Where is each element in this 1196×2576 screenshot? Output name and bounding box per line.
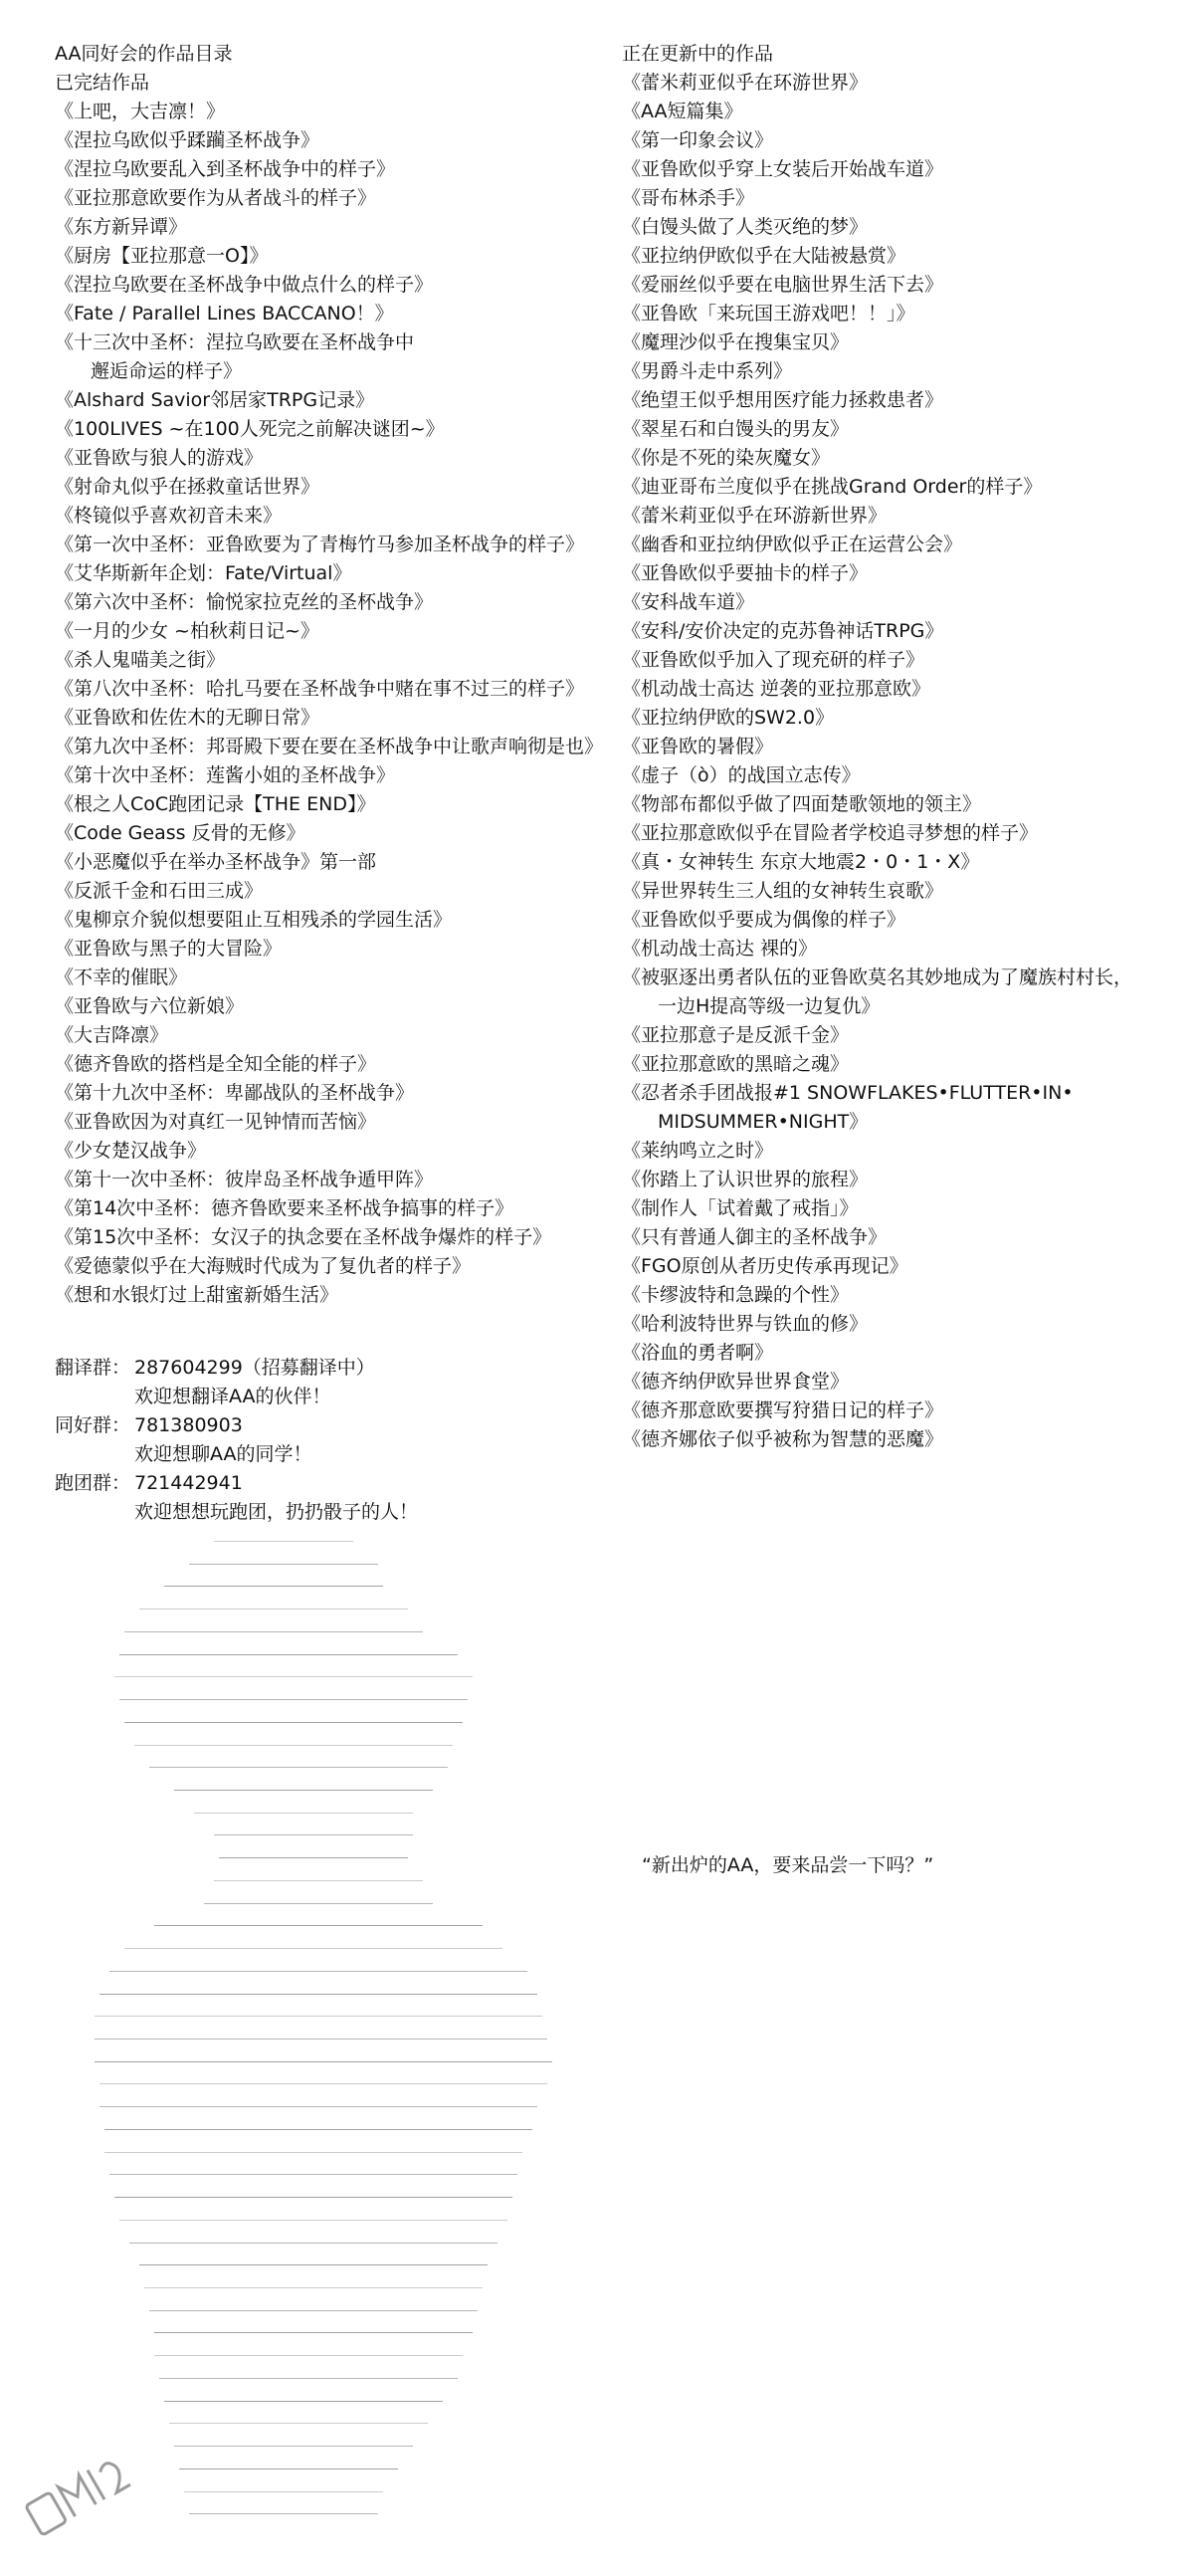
ascii-art-stroke (134, 1745, 453, 1746)
right-work-item: MIDSUMMER•NIGHT》 (658, 1111, 869, 1133)
ascii-art-stroke (154, 2355, 463, 2356)
left-column (55, 40, 612, 1310)
right-work-item: 《第一印象会议》 (622, 129, 774, 151)
left-work-item: 《第十一次中圣杯：彼岸岛圣杯战争遁甲阵》 (55, 1169, 434, 1190)
ongoing-section-title: 正在更新中的作品 (622, 43, 774, 65)
right-work-item: 《亚鲁欧似乎穿上女装后开始战车道》 (622, 158, 944, 180)
left-work-item: 《亚鲁欧与六位新娘》 (55, 995, 245, 1017)
right-work-item: 《男爵斗走中系列》 (622, 360, 793, 382)
right-work-item: 《德齐娜依子似乎被称为智慧的恶魔》 (622, 1428, 944, 1450)
left-work-item: 《亚鲁欧与黑子的大冒险》 (55, 938, 283, 960)
right-work-item: 《德齐那意欧要撰写狩猎日记的样子》 (622, 1399, 944, 1421)
ascii-art-stroke (124, 1948, 502, 1949)
left-work-item: 《艾华斯新年企划：Fate/Virtual》 (55, 562, 352, 584)
translation-group (55, 1354, 612, 1383)
ascii-art-stroke (100, 2106, 537, 2107)
right-work-item: 《魔理沙似乎在搜集宝贝》 (622, 331, 850, 353)
right-work-item: 《亚鲁欧似乎要抽卡的样子》 (622, 562, 869, 584)
ascii-art-illustration (95, 1541, 632, 2541)
left-work-item: 《亚鲁欧与狼人的游戏》 (55, 447, 264, 469)
left-work-item: 《第八次中圣杯：哈扎马要在圣杯战争中赌在事不过三的样子》 (55, 678, 585, 700)
right-work-item: 《迪亚哥布兰度似乎在挑战Grand Order的样子》 (622, 476, 1043, 498)
right-work-item: 《机动战士高达 逆袭的亚拉那意欧》 (622, 678, 931, 700)
ascii-art-stroke (154, 2332, 473, 2333)
ascii-art-stroke (184, 2491, 383, 2492)
right-work-item: 《制作人「试着戴了戒指」》 (622, 1197, 859, 1219)
right-work-item: 《爱丽丝似乎要在电脑世界生活下去》 (622, 274, 944, 296)
right-work-item: 《物部布都似乎做了四面楚歌领地的领主》 (622, 793, 982, 815)
left-work-item: 《想和水银灯过上甜蜜新婚生活》 (55, 1284, 339, 1306)
ascii-art-stroke (95, 2016, 542, 2017)
site-watermark-logo (12, 2429, 161, 2558)
right-work-item: 《莱纳鸣立之时》 (622, 1140, 774, 1162)
right-work-item: 《你是不死的染灰魔女》 (622, 447, 831, 469)
ascii-art-stroke (95, 2061, 552, 2062)
ascii-art-stroke (219, 1857, 408, 1858)
right-work-item: 《只有普通人御主的圣杯战争》 (622, 1226, 888, 1248)
ascii-art-stroke (104, 2152, 522, 2153)
left-work-item: 《反派千金和石田三成》 (55, 880, 264, 902)
right-work-item: 《亚拉那意欧似乎在冒险者学校追寻梦想的样子》 (622, 822, 1039, 844)
left-work-item: 《上吧，大吉凛！》 (55, 101, 226, 122)
right-work-item: 《安科/安价决定的克苏鲁神话TRPG》 (622, 620, 944, 642)
left-work-item: 《杀人鬼喵美之街》 (55, 649, 226, 671)
left-work-item: 《射命丸似乎在拯救童话世界》 (55, 476, 320, 498)
ascii-art-stroke (119, 1699, 468, 1700)
left-work-item: 《亚鲁欧因为对真红一见钟情而苦恼》 (55, 1111, 377, 1133)
right-work-item: 《亚拉那意子是反派千金》 (622, 1024, 850, 1046)
right-work-item: 《AA短篇集》 (622, 101, 743, 122)
left-work-item: 邂逅命运的样子》 (91, 360, 243, 382)
left-work-item: 《第十次中圣杯：莲酱小姐的圣杯战争》 (55, 764, 396, 786)
left-work-item: 《根之人CoC跑团记录【THE END】》 (55, 793, 376, 815)
left-work-item: 《厨房【亚拉那意一O】》 (55, 245, 269, 267)
tabletop-group (55, 1469, 612, 1498)
right-work-item: 《亚拉纳伊欧的SW2.0》 (622, 707, 835, 729)
fan-group-number: 781380903 (134, 1414, 243, 1436)
right-work-item: 《被驱逐出勇者队伍的亚鲁欧莫名其妙地成为了魔族村村长， (622, 966, 1133, 988)
left-work-item: 《第六次中圣杯：愉悦家拉克丝的圣杯战争》 (55, 591, 434, 613)
right-work-item: 《幽香和亚拉纳伊欧似乎正在运营公会》 (622, 534, 963, 555)
fan-group (55, 1411, 612, 1440)
translation-group-note: 欢迎想翻译AA的伙伴！ (134, 1386, 331, 1407)
ascii-art-stroke (189, 1564, 378, 1565)
right-work-item: 《忍者杀手团战报#1 SNOWFLAKES•FLUTTER•IN• (622, 1082, 1074, 1104)
left-work-item: 《鬼柳京介貌似想要阻止互相残杀的学园生活》 (55, 909, 453, 931)
right-work-item: 《蕾米莉亚似乎在环游世界》 (622, 72, 869, 94)
left-work-item: 《少女楚汉战争》 (55, 1140, 207, 1162)
fan-group-note: 欢迎想聊AA的同学！ (134, 1443, 312, 1465)
art-quote: “新出炉的AA，要来品尝一下吗？” (642, 1854, 934, 1876)
ascii-art-stroke (174, 2446, 413, 2447)
right-work-item: 《哥布林杀手》 (622, 187, 755, 209)
ascii-art-stroke (214, 1880, 423, 1881)
completed-section-title: 已完结作品 (55, 72, 150, 94)
left-work-item: 《德齐鲁欧的搭档是全知全能的样子》 (55, 1053, 377, 1075)
ascii-art-stroke (174, 1790, 433, 1791)
translation-group-number: 287604299（招募翻译中） (134, 1357, 375, 1379)
ascii-art-stroke (139, 2264, 488, 2265)
fan-group-label: 同好群： (55, 1414, 131, 1436)
right-work-item: 《翠星石和白馒头的男友》 (622, 418, 850, 440)
left-work-item: 《第十九次中圣杯：卑鄙战队的圣杯战争》 (55, 1082, 415, 1104)
watermark-letter-z (88, 2456, 130, 2499)
left-work-item: 《大吉降凛》 (55, 1024, 169, 1046)
ascii-art-stroke (214, 1834, 413, 1835)
left-work-item: 《第15次中圣杯：女汉子的执念要在圣杯战争爆炸的样子》 (55, 1226, 552, 1248)
right-work-item: 《德齐纳伊欧异世界食堂》 (622, 1371, 850, 1393)
right-work-item: 《虚子（ò）的战国立志传》 (622, 764, 861, 786)
ascii-art-stroke (104, 2129, 532, 2130)
right-work-item: 一边H提高等级一边复仇》 (658, 995, 881, 1017)
ascii-art-stroke (109, 1971, 527, 1972)
right-work-item: 《机动战士高达 裸的》 (622, 938, 818, 960)
ascii-art-stroke (204, 1903, 433, 1904)
ascii-art-stroke (119, 2220, 507, 2221)
ascii-art-stroke (124, 1722, 463, 1723)
ascii-art-stroke (154, 1925, 483, 1926)
ascii-art-stroke (144, 2287, 483, 2288)
right-work-item: 《亚鲁欧似乎加入了现充研的样子》 (622, 649, 925, 671)
ascii-art-stroke (139, 1609, 408, 1610)
right-work-item: 《浴血的勇者啊》 (622, 1342, 774, 1364)
right-work-item: 《亚拉纳伊欧似乎在大陆被悬赏》 (622, 245, 906, 267)
ascii-art-stroke (100, 1994, 537, 1995)
right-work-item: 《哈利波特世界与铁血的修》 (622, 1313, 869, 1335)
translation-group-label: 翻译群： (55, 1357, 131, 1379)
left-work-item: 《第九次中圣杯：邦哥殿下要在要在圣杯战争中让歌声响彻是也》 (55, 736, 604, 757)
right-work-item: 《异世界转生三人组的女神转生哀歌》 (622, 880, 944, 902)
ascii-art-stroke (189, 2513, 378, 2514)
ascii-art-stroke (100, 2083, 547, 2084)
right-work-item: 《FGO原创从者历史传承再现记》 (622, 1255, 908, 1277)
right-work-item: 《绝望王似乎想用医疗能力拯救患者》 (622, 389, 944, 411)
ascii-art-stroke (214, 1541, 353, 1542)
left-work-item: 《Code Geass 反骨的无修》 (55, 822, 305, 844)
right-work-item: 《蕾米莉亚似乎在环游新世界》 (622, 505, 888, 527)
watermark-letter-d (26, 2492, 67, 2535)
left-work-item: 《涅拉乌欧要乱入到圣杯战争中的样子》 (55, 158, 396, 180)
ascii-art-stroke (149, 2310, 478, 2311)
ascii-art-stroke (129, 2243, 498, 2244)
right-work-item: 《亚鲁欧似乎要成为偶像的样子》 (622, 909, 906, 931)
left-work-item: 《涅拉乌欧要在圣杯战争中做点什么的样子》 (55, 274, 434, 296)
right-work-item: 《亚鲁欧「来玩国王游戏吧！！」》 (622, 303, 915, 324)
right-column (622, 40, 1179, 1454)
right-work-item: 《真・女神转生 东京大地震2・0・1・X》 (622, 851, 980, 873)
tabletop-group-label: 跑团群： (55, 1472, 131, 1494)
ascii-art-stroke (164, 2401, 443, 2402)
watermark-letter-m (59, 2475, 97, 2516)
ascii-art-stroke (114, 1676, 473, 1677)
left-work-item: 《东方新异谭》 (55, 216, 188, 238)
left-work-item: 《爱德蒙似乎在大海贼时代成为了复仇者的样子》 (55, 1255, 472, 1277)
contact-groups (55, 1354, 612, 1527)
left-work-item: 《Fate / Parallel Lines BACCANO！》 (55, 303, 394, 324)
ascii-art-stroke (164, 1586, 383, 1587)
tabletop-group-number: 721442941 (134, 1472, 243, 1494)
left-work-item: 《一月的少女 ~柏秋莉日记~》 (55, 620, 319, 642)
left-work-item: 《涅拉乌欧似乎蹂躏圣杯战争》 (55, 129, 320, 151)
right-work-item: 《卡缪波特和急躁的个性》 (622, 1284, 850, 1306)
right-work-item: 《你踏上了认识世界的旅程》 (622, 1169, 869, 1190)
left-work-item: 《亚拉那意欧要作为从者战斗的样子》 (55, 187, 377, 209)
right-work-item: 《安科战车道》 (622, 591, 755, 613)
ongoing-works-list (622, 69, 1179, 1454)
left-work-item: 《第一次中圣杯：亚鲁欧要为了青梅竹马参加圣杯战争的样子》 (55, 534, 585, 555)
ascii-art-stroke (169, 2423, 428, 2424)
left-work-item: 《第14次中圣杯：德齐鲁欧要来圣杯战争搞事的样子》 (55, 1197, 514, 1219)
ascii-art-stroke (114, 2197, 512, 2198)
right-work-item: 《亚鲁欧的暑假》 (622, 736, 774, 757)
left-work-item: 《100LIVES ~在100人死完之前解决谜团~》 (55, 418, 445, 440)
left-work-item: 《小恶魔似乎在举办圣杯战争》第一部 (55, 851, 377, 873)
completed-works-list (55, 98, 612, 1310)
right-work-item: 《亚拉那意欧的黑暗之魂》 (622, 1053, 850, 1075)
ascii-art-stroke (119, 1654, 458, 1655)
tabletop-group-note: 欢迎想想玩跑团，扔扔骰子的人！ (134, 1501, 419, 1523)
ascii-art-stroke (194, 1813, 413, 1814)
left-work-item: 《亚鲁欧和佐佐木的无聊日常》 (55, 707, 320, 729)
ascii-art-stroke (149, 1767, 448, 1768)
left-work-item: 《柊镜似乎喜欢初音未来》 (55, 505, 283, 527)
left-work-item: 《不幸的催眠》 (55, 966, 188, 988)
ascii-art-stroke (159, 2378, 458, 2379)
left-work-item: 《十三次中圣杯：涅拉乌欧要在圣杯战争中 (55, 331, 415, 353)
right-work-item: 《白馒头做了人类灭绝的梦》 (622, 216, 869, 238)
ascii-art-stroke (124, 1631, 423, 1632)
left-work-item: 《Alshard Savior邻居家TRPG记录》 (55, 389, 375, 411)
ascii-art-stroke (109, 2174, 517, 2175)
catalog-header: AA同好会的作品目录 (55, 43, 233, 65)
